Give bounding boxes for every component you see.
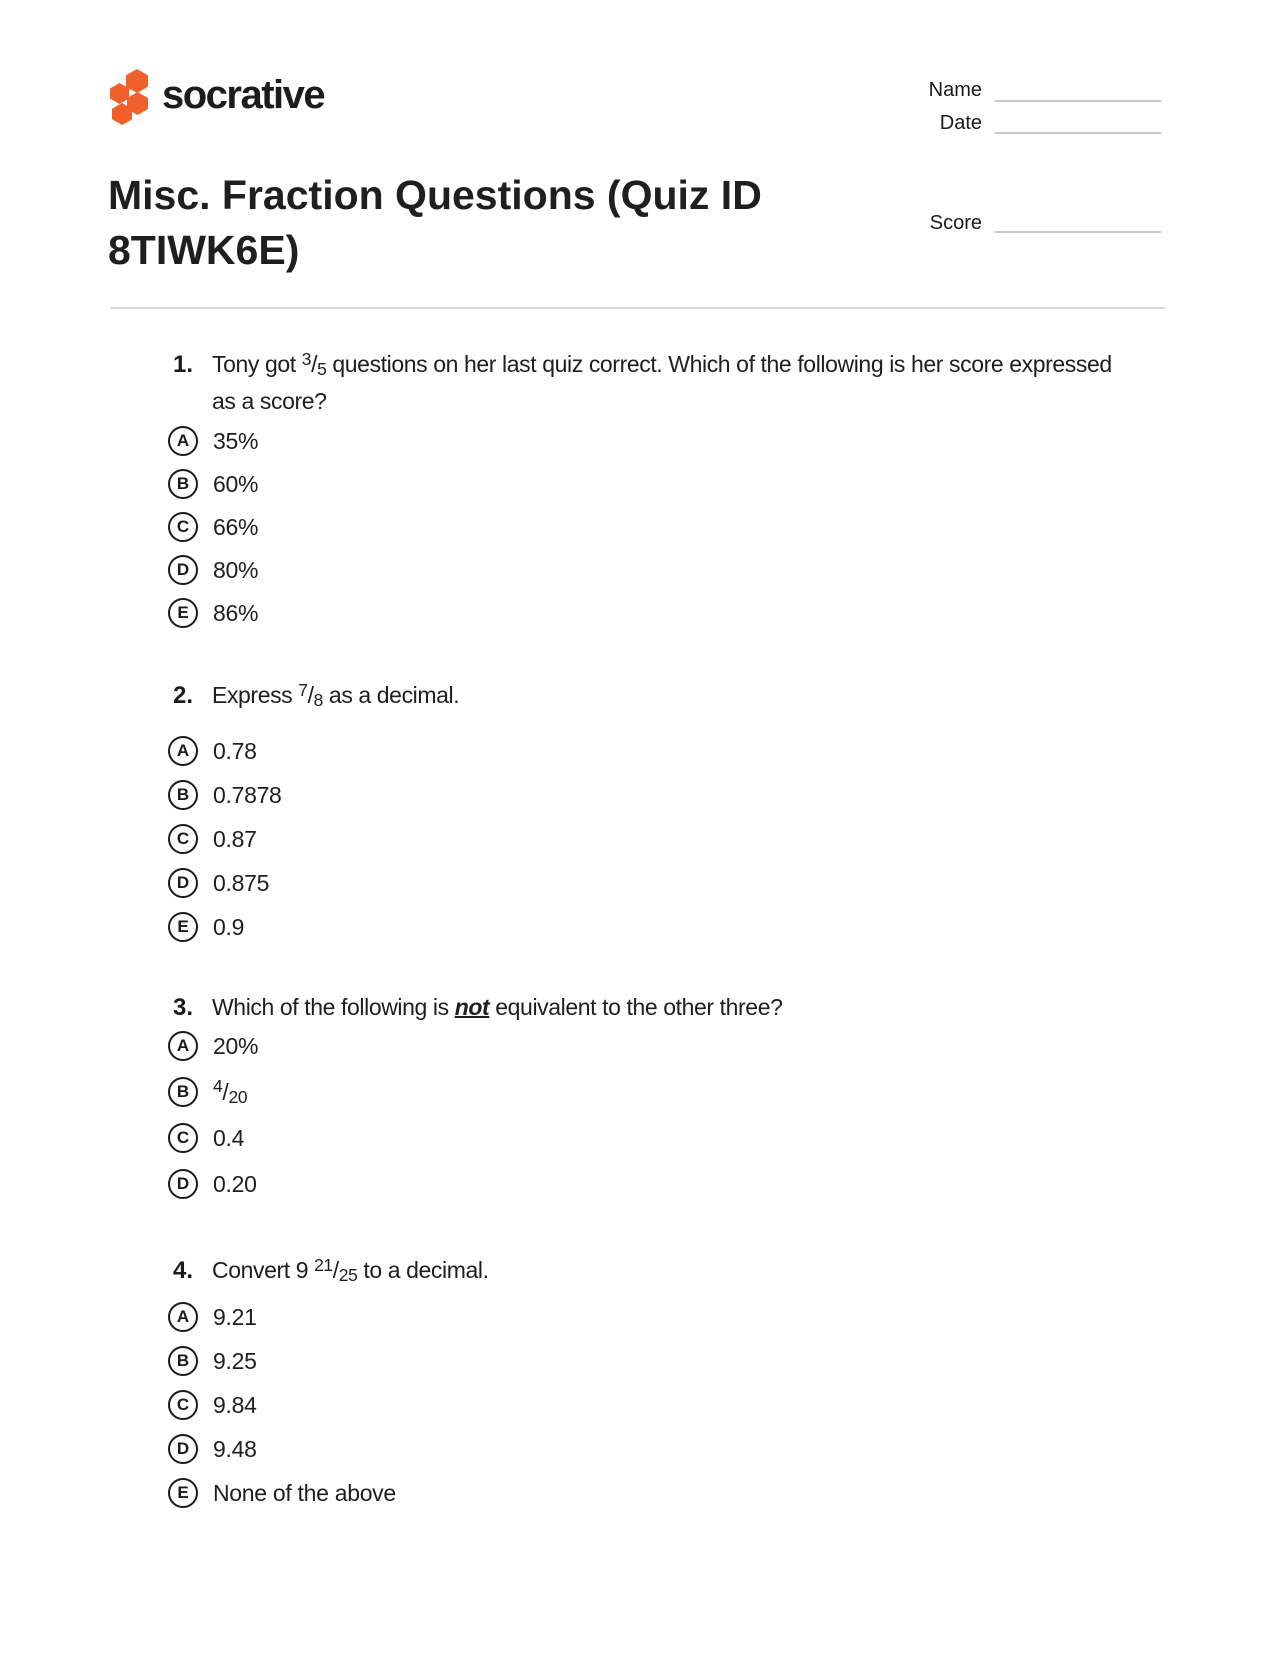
answer-bubble-c[interactable]: C xyxy=(168,1390,198,1420)
answer-bubble-c[interactable]: C xyxy=(168,1123,198,1153)
question-text: Express $^7$/8 as a decimal. xyxy=(212,679,460,711)
option-c xyxy=(168,1390,1250,1420)
option-e xyxy=(168,598,1250,628)
fraction-denominator: 20 xyxy=(228,1086,248,1107)
option-text: None of the above xyxy=(213,1479,396,1506)
option-text: 0.7878 xyxy=(213,781,282,808)
option-d xyxy=(168,1169,1250,1199)
header-divider xyxy=(110,307,1165,309)
option-text: 66% xyxy=(213,513,259,540)
option-text: 0.87 xyxy=(213,825,257,852)
option-text: 86% xyxy=(213,599,259,626)
fraction-numerator: 3 xyxy=(301,348,312,369)
fraction-slash: / xyxy=(307,682,314,708)
answer-bubble-a[interactable]: A xyxy=(168,426,198,456)
question-number: 3. xyxy=(172,994,193,1021)
option-e xyxy=(168,912,1250,942)
option-d xyxy=(168,1434,1250,1464)
option-a xyxy=(168,1031,1250,1061)
option-c xyxy=(168,824,1250,854)
option-a xyxy=(168,736,1250,766)
answer-bubble-b[interactable]: B xyxy=(168,469,198,499)
question-text: Convert 9 $^{21}$/25 to a decimal. xyxy=(212,1254,489,1286)
fraction-denominator: 5 xyxy=(317,359,327,380)
question-number: 2. xyxy=(172,682,193,709)
options-list xyxy=(150,426,1250,628)
option-b xyxy=(168,469,1250,499)
answer-bubble-b[interactable]: B xyxy=(168,1077,198,1107)
option-c xyxy=(168,512,1250,542)
option-b xyxy=(168,1346,1250,1376)
option-text: 0.78 xyxy=(213,737,257,764)
question-3 xyxy=(150,990,1250,1199)
score-blank-line[interactable] xyxy=(995,231,1161,233)
question-text: Tony got $^3$/5 questions on her last quiz correct. Which of the following is her score expressed as a score? xyxy=(212,348,1112,414)
options-list xyxy=(150,1302,1250,1508)
answer-bubble-d[interactable]: D xyxy=(168,1169,198,1199)
fraction-numerator: 21 xyxy=(314,1254,333,1275)
option-a xyxy=(168,426,1250,456)
question-header-row xyxy=(150,347,1250,419)
answer-bubble-d[interactable]: D xyxy=(168,1434,198,1464)
emphasized-word: not xyxy=(454,994,490,1020)
fraction-slash: / xyxy=(311,351,318,377)
answer-bubble-a[interactable]: A xyxy=(168,736,198,766)
option-text: 80% xyxy=(213,556,259,583)
answer-bubble-e[interactable]: E xyxy=(168,912,198,942)
fraction xyxy=(314,1254,358,1286)
options-list xyxy=(150,736,1250,942)
logo-wordmark: socrative xyxy=(162,73,325,117)
answer-bubble-e[interactable]: E xyxy=(168,598,198,628)
fraction-denominator: 8 xyxy=(313,690,323,711)
option-c xyxy=(168,1123,1250,1153)
name-blank-line[interactable] xyxy=(995,100,1161,102)
question-2 xyxy=(150,678,1250,942)
option-text: 0.20 xyxy=(213,1170,257,1197)
question-header-row xyxy=(150,678,1250,715)
option-text: 9.21 xyxy=(213,1303,257,1330)
option-b xyxy=(168,780,1250,810)
fraction-denominator: 25 xyxy=(338,1265,358,1286)
options-list xyxy=(150,1031,1250,1199)
question-number: 1. xyxy=(172,351,193,378)
answer-bubble-b[interactable]: B xyxy=(168,780,198,810)
answer-bubble-a[interactable]: A xyxy=(168,1031,198,1061)
name-label: Name xyxy=(928,79,982,101)
fraction-numerator: 4 xyxy=(213,1076,223,1097)
answer-bubble-c[interactable]: C xyxy=(168,824,198,854)
option-text: 0.875 xyxy=(213,869,270,896)
answer-bubble-b[interactable]: B xyxy=(168,1346,198,1376)
socrative-logo xyxy=(108,66,428,128)
score-label: Score xyxy=(929,212,982,234)
option-text: 9.48 xyxy=(213,1435,257,1462)
quiz-title: Misc. Fraction Questions (Quiz ID 8TIWK6E) xyxy=(108,172,762,273)
question-text: Which of the following is not equivalent to the other three? xyxy=(212,994,783,1020)
answer-bubble-d[interactable]: D xyxy=(168,555,198,585)
option-b xyxy=(168,1077,1250,1107)
option-text: 9.84 xyxy=(213,1391,257,1418)
option-text xyxy=(213,1076,248,1107)
option-d xyxy=(168,555,1250,585)
answer-bubble-a[interactable]: A xyxy=(168,1302,198,1332)
answer-bubble-e[interactable]: E xyxy=(168,1478,198,1508)
option-text: 35% xyxy=(213,427,259,454)
answer-bubble-c[interactable]: C xyxy=(168,512,198,542)
question-1 xyxy=(150,347,1250,628)
question-number: 4. xyxy=(172,1257,193,1284)
question-header-row xyxy=(150,1253,1250,1290)
option-d xyxy=(168,868,1250,898)
option-text: 0.4 xyxy=(213,1124,245,1151)
hexagon-icon xyxy=(126,69,148,93)
date-label: Date xyxy=(939,112,982,134)
fraction xyxy=(298,679,323,711)
question-header-row xyxy=(150,990,1250,1025)
fraction-numerator: 7 xyxy=(298,679,308,700)
fraction-slash: / xyxy=(332,1257,339,1283)
option-text: 20% xyxy=(213,1032,259,1059)
option-text: 0.9 xyxy=(213,913,245,940)
fraction xyxy=(301,348,327,380)
option-a xyxy=(168,1302,1250,1332)
date-blank-line[interactable] xyxy=(995,132,1161,134)
option-text: 9.25 xyxy=(213,1347,257,1374)
answer-bubble-d[interactable]: D xyxy=(168,868,198,898)
option-text: 60% xyxy=(213,470,259,497)
option-e xyxy=(168,1478,1250,1508)
fraction-slash: / xyxy=(222,1078,229,1105)
question-4 xyxy=(150,1253,1250,1508)
fraction xyxy=(213,1076,248,1107)
